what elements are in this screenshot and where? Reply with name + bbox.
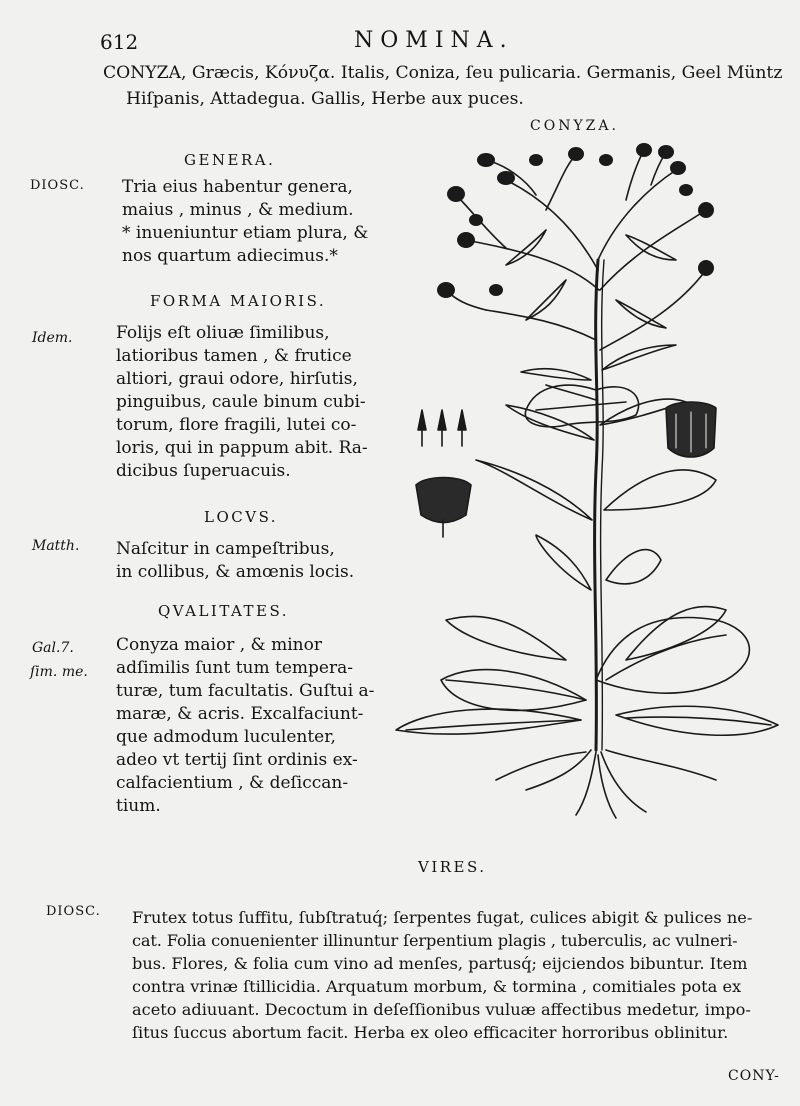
heading-qualitates: QVALITATES. [158, 602, 289, 620]
text-line: bus. Flores, & folia cum vino ad menſes, partusq́; eijciendos bibuntur. Item [132, 954, 748, 973]
catchword: CONY- [728, 1068, 780, 1084]
margin-note-diosc-vires: DIOSC. [46, 904, 101, 919]
running-head: NOMINA. [354, 28, 514, 53]
text-line: aceto adiuuant. Decoctum in deſeſſionibus vuluæ affectibus medetur, impo- [132, 1000, 751, 1019]
text-line: Frutex totus ſuffitu, ſubſtratuq́; ſerpentes fugat, culices abigit & pulices ne- [132, 908, 753, 927]
margin-note-gal: Gal.7. [32, 640, 74, 656]
text-line: altiori, graui odore, hirſutis, [116, 369, 358, 389]
margin-note-idem: Idem. [32, 330, 73, 346]
qualitates-text [116, 634, 374, 818]
heading-vires: VIRES. [418, 858, 487, 876]
locus-text [116, 538, 354, 584]
page-number: 612 [100, 30, 139, 54]
genera-text [122, 176, 368, 268]
heading-genera: GENERA. [184, 151, 276, 169]
names-line-2: Hiſpanis, Attadegua. Gallis, Herbe aux puces. [126, 89, 524, 109]
text-line: pinguibus, caule binum cubi- [116, 392, 366, 412]
text-line: Conyza maior , & minor [116, 635, 322, 655]
text-line: Folijs eſt oliuæ ſimilibus, [116, 323, 330, 343]
text-line: loris, qui in pappum abit. Ra- [116, 438, 368, 458]
vires-text [132, 906, 752, 1044]
text-line: ſitus ſuccus abortum facit. Herba ex oleo efficaciter horroribus oblinitur. [132, 1023, 729, 1042]
text-line: adeo vt tertij ſint ordinis ex- [116, 750, 358, 770]
text-line: que admodum luculenter, [116, 727, 336, 747]
text-line: Naſcitur in campeſtribus, [116, 539, 335, 559]
forma-text [116, 322, 368, 483]
text-line: dicibus ſuperuacuis. [116, 461, 291, 481]
text-line: tium. [116, 796, 161, 816]
figure-title: CONYZA. [530, 118, 619, 134]
text-line: in collibus, & amœnis locis. [116, 562, 355, 582]
text-line: cat. Folia conuenienter illinuntur ſerpentium plagis , tuberculis, ac vulneri- [132, 931, 738, 950]
text-line: nos quartum adiecimus.* [122, 246, 338, 266]
text-line: torum, flore fragili, lutei co- [116, 415, 357, 435]
conyza-woodcut-illustration [386, 140, 782, 820]
text-line: latioribus tamen , & frutice [116, 346, 352, 366]
text-line: maius , minus , & medium. [122, 200, 354, 220]
text-line: * inueniuntur etiam plura, & [122, 223, 369, 243]
margin-note-diosc: DIOSC. [30, 178, 85, 193]
heading-locus: LOCVS. [204, 508, 279, 526]
text-line: maræ, & acris. Excalfaciunt- [116, 704, 364, 724]
text-line: turæ, tum facultatis. Guſtui a- [116, 681, 375, 701]
heading-forma: FORMA MAIORIS. [150, 292, 327, 310]
margin-note-sim-me: ſim. me. [30, 664, 88, 680]
text-line: calfacientium , & deſiccan- [116, 773, 349, 793]
names-line-1: CONYZA, Græcis, Κόνυζα. Italis, Coniza, ſeu pulicaria. Germanis, Geel Müntz [103, 63, 783, 83]
text-line: Tria eius habentur genera, [122, 177, 353, 197]
text-line: adſimilis ſunt tum tempera- [116, 658, 353, 678]
text-line: contra vrinæ ſtillicidia. Arquatum morbum, & tormina , comitiales pota ex [132, 977, 742, 996]
margin-note-matth: Matth. [32, 538, 80, 554]
